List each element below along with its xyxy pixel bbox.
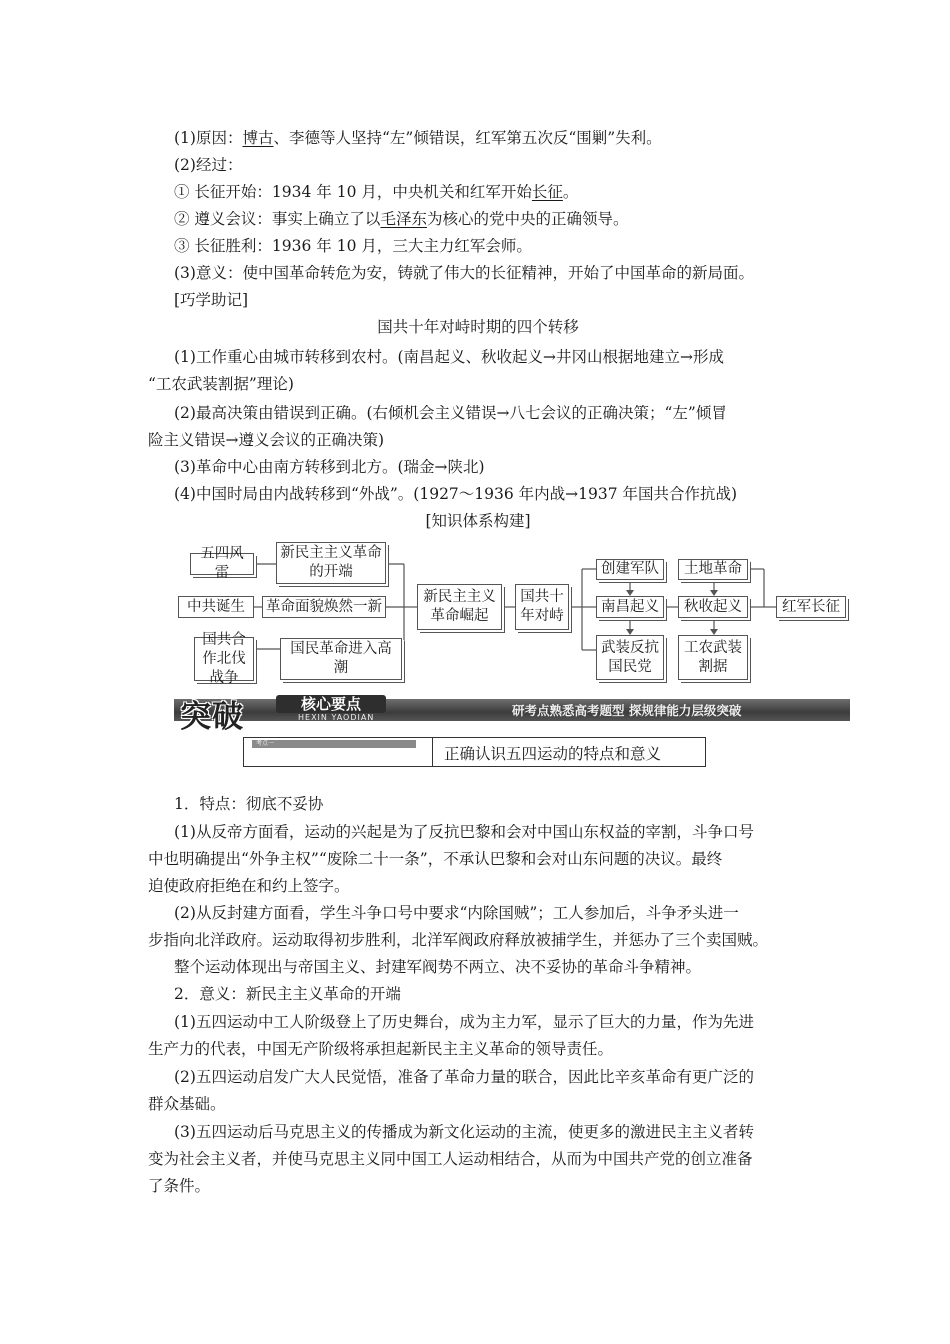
box-nanchang: 南昌起义 [596,596,664,618]
box-wuzhuang: 武装反抗国民党 [596,635,664,680]
significance-2-line-2: 群众基础。 [148,1095,226,1113]
box-changzheng: 红军长征 [776,596,846,618]
breakthrough-banner [174,693,850,735]
feature-2-line-2: 步指向北洋政府。运动取得初步胜利，北洋军阀政府释放被捕学生，并惩办了三个卖国贼。 [148,931,769,949]
maozedong-term: 毛泽东 [380,210,427,228]
transfer-3-line: (3)革命中心由南方转移到北方。(瑞金→陕北) [174,458,485,476]
zunyi-text: ② 遵义会议：事实上确立了以 [174,210,381,228]
reason-text: 、李德等人坚持“左”倾错误，红军第五次反“围剿”失利。 [273,129,662,147]
key-point-box [243,737,706,767]
significance-heading: 2．意义：新民主主义革命的开端 [174,985,401,1003]
transfer-2-line-1: (2)最高决策由错误到正确。(右倾机会主义错误→八七会议的正确决策；“左”倾冒 [174,404,727,422]
banner-subtitle: HEXIN YAODIAN [298,713,375,722]
bogu-term: 博古 [242,129,274,147]
longmarch-victory-line: ③ 长征胜利：1936 年 10 月，三大主力红军会师。 [174,237,532,255]
feature-1-line-3: 迫使政府拒绝在和约上签字。 [148,877,350,895]
process-label: (2)经过： [174,156,243,174]
box-qiushou: 秋收起义 [678,596,748,618]
box-guomin: 国民革命进入高潮 [280,638,402,680]
feature-2-line-1: (2)从反封建方面看，学生斗争口号中要求“内除国贼”；工人参加后，斗争矛头进一 [174,904,739,922]
knowledge-diagram [174,538,854,688]
box-juexing: 新民主主义革命崛起 [417,584,502,630]
longmarch-start-text: ① 长征开始：1934 年 10 月，中央机关和红军开始 [174,183,532,201]
box-duizhi: 国共十年对峙 [515,584,569,630]
longmarch-start-line [174,182,578,202]
significance-3-line-3: 了条件。 [148,1177,211,1195]
memory-tip-label: [巧学助记] [174,291,249,309]
zunyi-text-end: 为核心的党中央的正确领导。 [426,210,629,228]
knowledge-system-label: [知识体系构建] [425,512,531,530]
transfer-4-line: (4)中国时局由内战转移到“外战”。(1927～1936 年内战→1937 年国共合作抗战) [174,485,738,503]
reason-line [174,128,662,148]
box-wusi: 五四风雷 [190,553,254,575]
transfer-1-line-2: “工农武装割据”理论) [148,375,294,393]
banner-big-text: 突破 [180,699,244,735]
longmarch-end-mark: 。 [562,183,579,201]
box-guogong: 国共合作北伐战争 [194,637,254,681]
significance-1-line-2: 生产力的代表，中国无产阶级将承担起新民主主义革命的领导责任。 [148,1040,614,1058]
box-gongnong: 工农武装割据 [678,635,748,680]
box-xinminzhu-start: 新民主主义革命的开端 [276,542,386,584]
significance-3-line-1: (3)五四运动后马克思主义的传播成为新文化运动的主流，使更多的激进民主主义者转 [174,1123,754,1141]
significance-line: (3)意义：使中国革命转危为安，铸就了伟大的长征精神，开始了中国革命的新局面。 [174,264,754,282]
key-point-title: 正确认识五四运动的特点和意义 [444,745,662,763]
feature-1-line-1: (1)从反帝方面看，运动的兴起是为了反抗巴黎和会对中国山东权益的宰割，斗争口号 [174,823,754,841]
feature-summary: 整个运动体现出与帝国主义、封建军阀势不两立、决不妥协的革命斗争精神。 [174,958,702,976]
significance-2-line-1: (2)五四运动启发广大人民觉悟，准备了革命力量的联合，因此比辛亥革命有更广泛的 [174,1068,754,1086]
banner-title: 核心要点 [276,695,386,713]
four-transfers-title: 国共十年对峙时期的四个转移 [377,318,579,336]
key-point-divider [432,738,433,766]
key-point-tag: 考点一 [252,740,416,748]
significance-1-line-1: (1)五四运动中工人阶级登上了历史舞台，成为主力军，显示了巨大的力量，作为先进 [174,1013,754,1031]
significance-3-line-2: 变为社会主义者，并使马克思主义同中国工人运动相结合，从而为中国共产党的创立准备 [148,1150,753,1168]
box-jundui: 创建军队 [596,559,664,580]
box-mianmao: 革命面貌焕然一新 [262,596,386,618]
box-zhonggong: 中共诞生 [178,596,254,618]
zunyi-line [174,209,628,229]
box-tudi: 土地革命 [678,559,748,580]
transfer-2-line-2: 险主义错误→遵义会议的正确决策) [148,431,385,449]
transfer-1-line-1: (1)工作重心由城市转移到农村。(南昌起义、秋收起义→井冈山根据地建立→形成 [174,348,724,366]
banner-slogan: 研考点熟悉高考题型 探规律能力层级突破 [512,703,742,718]
feature-1-line-2: 中也明确提出“外争主权”“废除二十一条”，不承认巴黎和会对山东问题的决议。最终 [148,850,723,868]
feature-heading: 1．特点：彻底不妥协 [174,795,324,813]
reason-label: (1)原因： [174,129,243,147]
longmarch-term: 长征 [531,183,563,201]
